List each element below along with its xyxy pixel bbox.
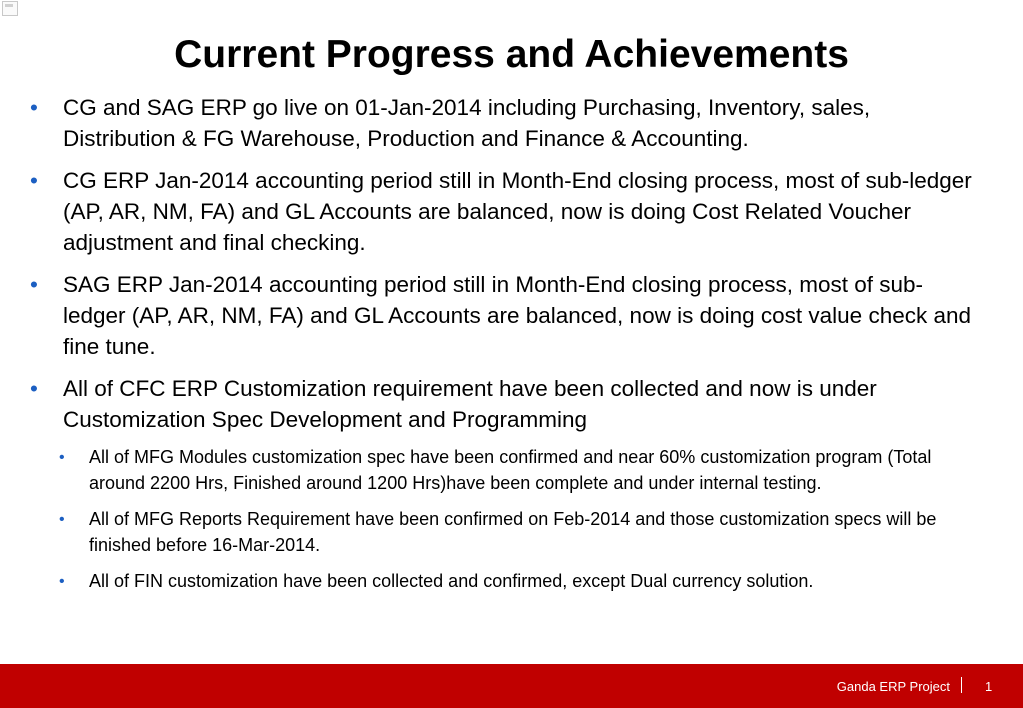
footer-bar: [0, 664, 1023, 708]
slide-content: [30, 92, 980, 606]
sub-bullet-item: [57, 507, 980, 558]
bullet-list: [30, 92, 980, 595]
footer-separator: [961, 677, 962, 693]
slide-title: Current Progress and Achievements: [174, 33, 849, 76]
bullet-dot-icon: •: [30, 376, 38, 401]
sub-bullet-text: All of FIN customization have been collected and confirmed, except Dual currency solution.: [89, 571, 814, 591]
bullet-text: SAG ERP Jan-2014 accounting period still in Month-End closing process, most of sub-ledger (AP, AR, NM, FA) and GL Accounts are balanced, now is doing cost value check and fine tune.: [63, 272, 972, 359]
bullet-item: [30, 165, 980, 258]
bullet-text: All of CFC ERP Customization requirement have been collected and now is under Customization Spec Development and Programming: [63, 376, 877, 432]
bullet-text: CG and SAG ERP go live on 01-Jan-2014 including Purchasing, Inventory, sales, Distribution & FG Warehouse, Production and Finance & Accounting.: [63, 95, 871, 151]
bullet-item: [30, 269, 980, 362]
sub-bullet-item: [57, 445, 980, 496]
sub-bullet-item: [57, 569, 980, 595]
bullet-dot-icon: •: [30, 272, 38, 297]
sub-bullet-text: All of MFG Modules customization spec have been confirmed and near 60% customization program (Total around 2200 Hrs, Finished around 1200 Hrs)have been complete and under internal testing.: [89, 447, 932, 493]
bullet-dot-icon: •: [30, 168, 38, 193]
bullet-dot-icon: •: [30, 95, 38, 120]
bullet-item: [30, 373, 980, 595]
bullet-text: CG ERP Jan-2014 accounting period still in Month-End closing process, most of sub-ledger (AP, AR, NM, FA) and GL Accounts are balanced, now is doing Cost Related Voucher adjustment and final checking.: [63, 168, 972, 255]
corner-logo-image: [2, 1, 18, 16]
sub-bullet-dot-icon: •: [59, 511, 65, 528]
footer-page-number: 1: [985, 679, 993, 694]
footer-project-name: Ganda ERP Project: [836, 679, 950, 694]
sub-bullet-dot-icon: •: [59, 573, 65, 590]
sub-bullet-text: All of MFG Reports Requirement have been confirmed on Feb-2014 and those customization specs will be finished before 16-Mar-2014.: [89, 509, 937, 555]
bullet-item: [30, 92, 980, 154]
sub-bullet-dot-icon: •: [59, 449, 65, 466]
sub-bullet-list: [57, 445, 980, 595]
